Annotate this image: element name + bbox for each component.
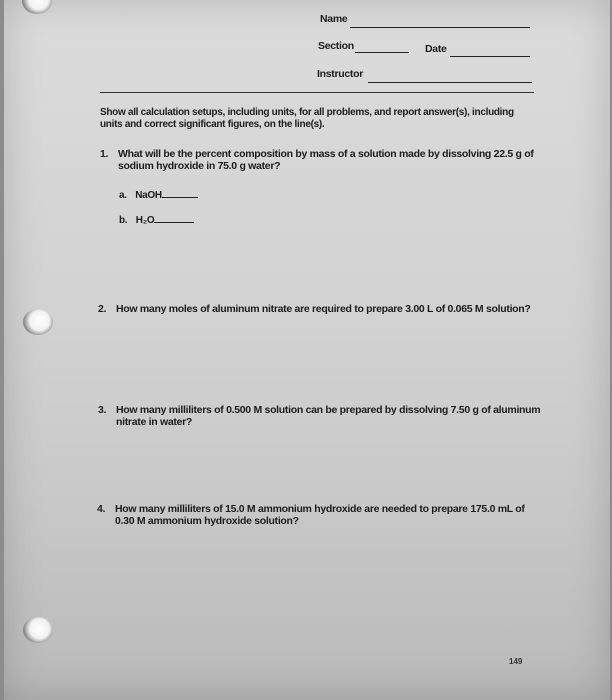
instructions-text: Show all calculation setups, including units, for all problems, and report answer(s), including units and correct significant figures, on the line(s). — [100, 107, 514, 130]
question-4-text: How many milliliters of 15.0 M ammonium hydroxide are needed to prepare 175.0 mL of 0.30 M ammonium hydroxide solution? — [115, 503, 525, 527]
section-label: Section — [318, 40, 354, 52]
worksheet-page — [4, 0, 610, 700]
question-1b-letter: b. — [119, 215, 128, 226]
question-3-number: 3. — [98, 404, 107, 416]
question-1-number: 1. — [100, 148, 109, 160]
question-1b-answer-line[interactable] — [154, 222, 194, 223]
date-label: Date — [425, 43, 447, 55]
binder-hole-middle — [23, 309, 53, 335]
binder-hole-top — [22, 0, 52, 14]
question-1a-label: NaOH — [135, 190, 162, 201]
question-1a-answer-line[interactable] — [162, 197, 198, 198]
instructor-label: Instructor — [317, 68, 364, 80]
name-label: Name — [320, 13, 348, 25]
question-1a-letter: a. — [119, 190, 127, 201]
question-1b-label: H₂O — [135, 215, 155, 226]
question-2-text: How many moles of aluminum nitrate are required to prepare 3.00 L of 0.065 M solution? — [116, 303, 531, 315]
page-number: 149 — [509, 657, 523, 666]
question-1a — [119, 190, 198, 201]
name-line[interactable] — [350, 27, 530, 28]
question-1-text: What will be the percent composition by mass of a solution made by dissolving 22.5 g of sodium hydroxide in 75.0 g water? — [118, 148, 534, 172]
question-2-number: 2. — [98, 303, 107, 315]
header-divider — [100, 92, 534, 93]
instructor-line[interactable] — [368, 82, 532, 83]
question-1b — [119, 215, 194, 226]
section-line[interactable] — [355, 52, 409, 53]
question-3-text: How many milliliters of 0.500 M solution can be prepared by dissolving 7.50 g of aluminum nitrate in water? — [116, 404, 541, 428]
binder-hole-bottom — [23, 617, 53, 643]
date-line[interactable] — [450, 56, 530, 57]
question-4-number: 4. — [97, 503, 106, 515]
